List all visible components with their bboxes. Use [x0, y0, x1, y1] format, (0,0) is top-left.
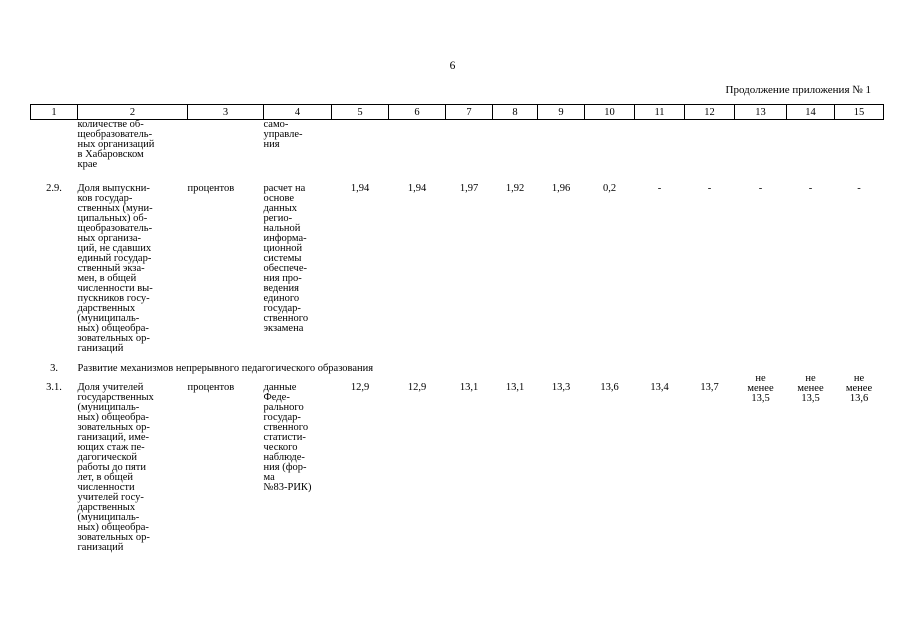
column-header: 13	[735, 105, 787, 120]
indicator-name: Доля учителей государственных (муниципаль- ных) общеобра- зовательных ор- ганизаций, име- ющих стаж пе- дагогической работы до пяти лет, в общей численности учителей госу- дарственных (муниципаль- ных) общеобра- зовательных ор- ганизаций	[77, 382, 154, 553]
column-header: 8	[493, 105, 538, 120]
value-cell: не менее 13,5	[747, 373, 774, 404]
value-cell: -	[657, 183, 662, 194]
column-header: 11	[635, 105, 685, 120]
column-header: 10	[585, 105, 635, 120]
table-row	[31, 170, 884, 354]
column-header: 5	[332, 105, 389, 120]
value-cell: 0,2	[602, 183, 617, 194]
value-cell: 1,92	[505, 183, 525, 194]
value-cell: 13,7	[700, 382, 719, 393]
table-row	[31, 120, 884, 171]
value-cell: 13,1	[505, 382, 525, 393]
value-cell: 1,96	[551, 183, 571, 194]
data-source: само- управле- ния	[263, 119, 303, 150]
indicator-table	[30, 104, 884, 553]
section-title: Развитие механизмов непрерывного педагогического образования	[77, 363, 374, 374]
value-cell: 12,9	[350, 382, 370, 393]
column-header: 4	[264, 105, 332, 120]
unit: процентов	[187, 183, 235, 194]
column-header: 12	[685, 105, 735, 120]
page-number: 6	[449, 60, 456, 72]
section-number: 3.	[50, 363, 58, 374]
value-cell: 13,1	[459, 382, 479, 393]
value-cell: 1,94	[407, 183, 427, 194]
value-cell: 1,97	[459, 183, 479, 194]
value-cell: 12,9	[407, 382, 427, 393]
value-cell: -	[707, 183, 712, 194]
value-cell: не менее 13,5	[797, 373, 824, 404]
column-header: 15	[835, 105, 884, 120]
row-number: 2.9.	[46, 183, 62, 194]
value-cell: 13,3	[551, 382, 571, 393]
continuation-caption: Продолжение приложения № 1	[725, 84, 871, 96]
value-cell: не менее 13,6	[845, 373, 873, 404]
column-header: 6	[389, 105, 446, 120]
column-header: 9	[538, 105, 585, 120]
data-source: расчет на основе данных регио- нальной информа- ционной системы обеспече- ния про- ведения единого государ- ственного экзамена	[263, 183, 309, 334]
indicator-name: количестве об- щеобразователь- ных организаций в Хабаровском крае	[77, 119, 155, 170]
column-header: 3	[188, 105, 264, 120]
section-row	[31, 354, 884, 374]
value-cell: 13,4	[650, 382, 669, 393]
unit: процентов	[187, 382, 235, 393]
table-row	[31, 374, 884, 553]
value-cell: -	[857, 183, 861, 194]
row-number: 3.1.	[46, 382, 62, 393]
unit	[188, 120, 264, 171]
column-header: 7	[446, 105, 493, 120]
value-cell: 13,6	[600, 382, 619, 393]
column-header: 2	[78, 105, 188, 120]
value-cell: 1,94	[350, 183, 370, 194]
row-number	[31, 120, 78, 171]
column-header: 1	[31, 105, 78, 120]
value-cell: -	[808, 183, 813, 194]
column-number-row	[31, 105, 884, 120]
indicator-name: Доля выпускни- ков государ- ственных (муни- ципальных) об- щеобразователь- ных организа- ций, не сдавших единый государ- ственный экза- мен, в общей численности вы- пускников госу- дарственных (муниципаль- ных) общеобра- зовательных ор- ганизаций	[77, 183, 153, 354]
column-header: 14	[787, 105, 835, 120]
value-cell: -	[758, 183, 763, 194]
empty-values	[332, 120, 884, 171]
data-source: данные Феде- рального государ- ственного статисти- ческого наблюде- ния (фор- ма №83-РИК)	[263, 382, 312, 493]
